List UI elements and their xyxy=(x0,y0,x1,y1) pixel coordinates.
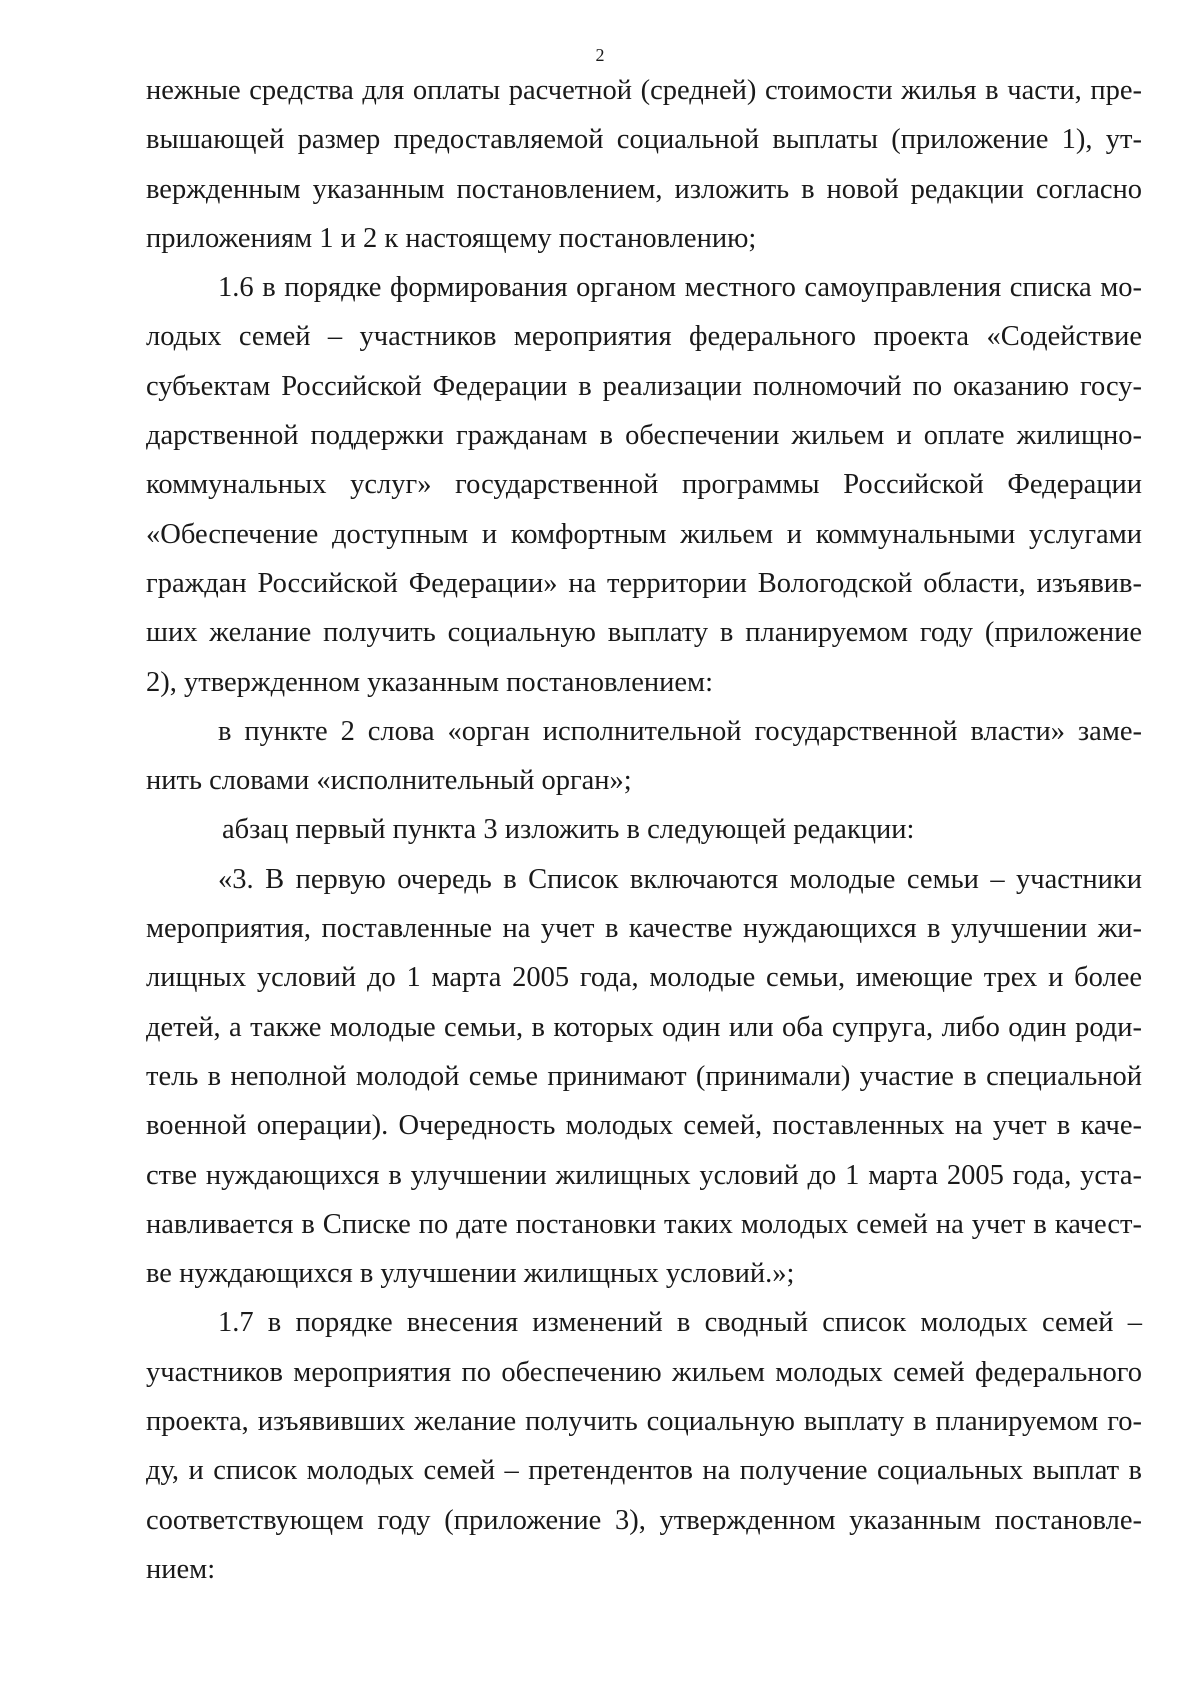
text-line: нием: xyxy=(146,1553,216,1585)
text-line: граждан Российской Федерации» на территории Вологодской области, изъявив- xyxy=(146,567,1142,599)
text-line: дарственной поддержки гражданам в обеспечении жильем и оплате жилищно- xyxy=(146,420,1142,452)
document-body xyxy=(146,66,1142,1594)
text-line: проекта, изъявивших желание получить социальную выплату в планируемом го- xyxy=(146,1406,1142,1438)
text-line: нить словами «исполнительный орган»; xyxy=(146,765,632,797)
text-line: субъектам Российской Федерации в реализации полномочий по оказанию госу- xyxy=(146,370,1142,402)
text-line: 1.7 в порядке внесения изменений в сводный список молодых семей – xyxy=(218,1307,1142,1339)
text-line: военной операции). Очередность молодых семей, поставленных на учет в каче- xyxy=(146,1110,1142,1142)
text-line: мероприятия, поставленные на учет в качестве нуждающихся в улучшении жи- xyxy=(146,913,1142,945)
text-line: стве нуждающихся в улучшении жилищных условий до 1 марта 2005 года, уста- xyxy=(146,1159,1142,1191)
text-line: в пункте 2 слова «орган исполнительной государственной власти» заме- xyxy=(218,715,1142,747)
text-line: «Обеспечение доступным и комфортным жильем и коммунальными услугами xyxy=(146,518,1142,550)
text-line: лищных условий до 1 марта 2005 года, молодые семьи, имеющие трех и более xyxy=(146,962,1142,994)
text-line: лодых семей – участников мероприятия федерального проекта «Содействие xyxy=(146,321,1142,353)
text-line: навливается в Списке по дате постановки таких молодых семей на учет в качест- xyxy=(146,1208,1142,1240)
text-line: «3. В первую очередь в Список включаются молодые семьи – участники xyxy=(218,863,1142,895)
text-line: соответствующем году (приложение 3), утвержденном указанным постановле- xyxy=(146,1504,1142,1536)
text-line: 2), утвержденном указанным постановлением: xyxy=(146,666,714,698)
text-line: тель в неполной молодой семье принимают (принимали) участие в специальной xyxy=(146,1060,1142,1092)
text-line: приложениям 1 и 2 к настоящему постановлению; xyxy=(146,222,757,254)
text-line: ду, и список молодых семей – претендентов на получение социальных выплат в xyxy=(146,1455,1142,1487)
text-line: вышающей размер предоставляемой социальной выплаты (приложение 1), ут- xyxy=(146,124,1142,156)
text-line: ве нуждающихся в улучшении жилищных условий.»; xyxy=(146,1258,795,1290)
text-line: детей, а также молодые семьи, в которых один или оба супруга, либо один роди- xyxy=(146,1011,1142,1043)
page-number: 2 xyxy=(595,45,605,65)
text-line: коммунальных услуг» государственной программы Российской Федерации xyxy=(146,469,1142,501)
text-line: абзац первый пункта 3 изложить в следующей редакции: xyxy=(222,814,915,846)
text-line: 1.6 в порядке формирования органом местного самоуправления списка мо- xyxy=(218,272,1142,304)
text-line: участников мероприятия по обеспечению жильем молодых семей федерального xyxy=(146,1356,1142,1388)
text-line: ших желание получить социальную выплату в планируемом году (приложение xyxy=(146,617,1142,649)
text-line: нежные средства для оплаты расчетной (средней) стоимости жилья в части, пре- xyxy=(146,75,1142,106)
text-line: вержденным указанным постановлением, изложить в новой редакции согласно xyxy=(146,173,1142,205)
